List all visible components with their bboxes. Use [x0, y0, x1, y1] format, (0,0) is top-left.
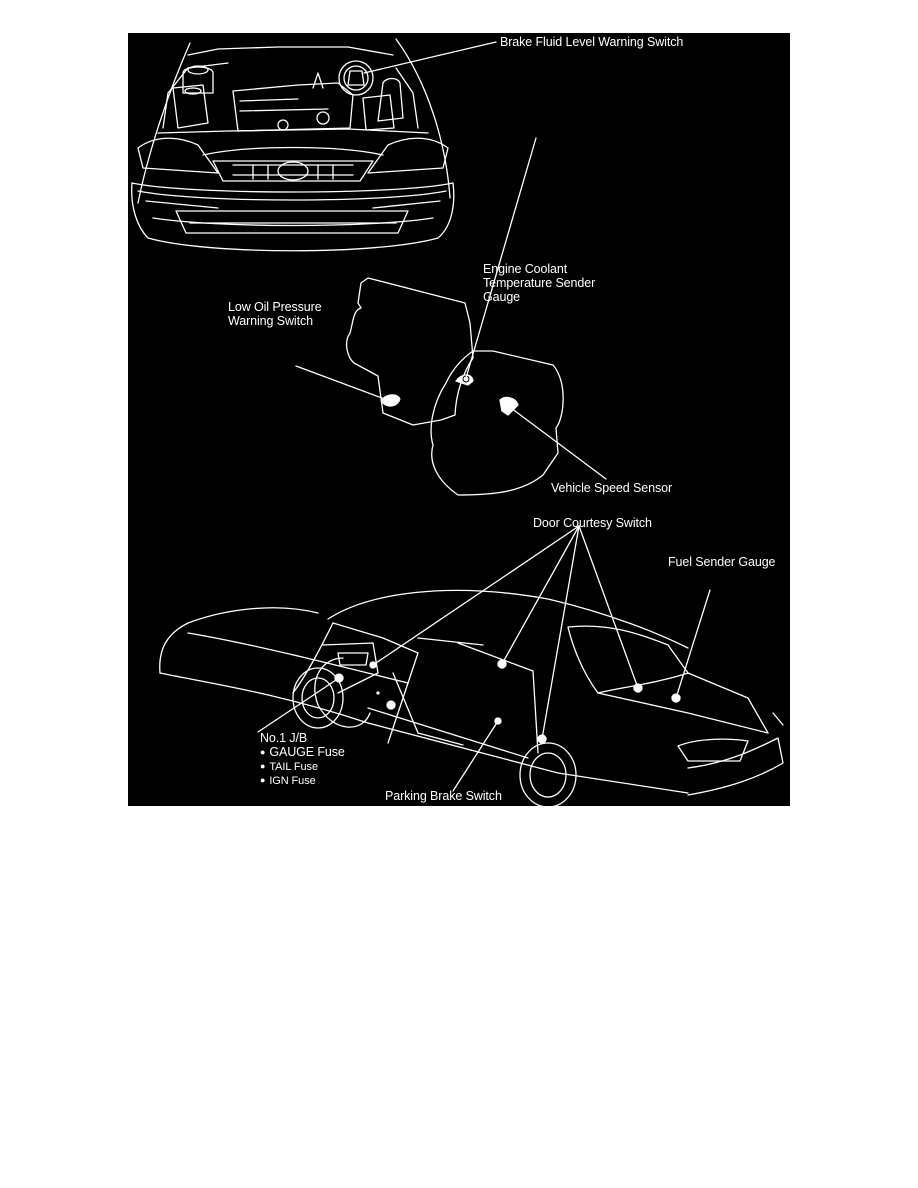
label-door-courtesy-switch: Door Courtesy Switch [533, 516, 652, 530]
label-low-oil-pressure-line2: Warning Switch [228, 314, 313, 328]
leader-vss [511, 408, 606, 479]
label-fuel-sender-gauge: Fuel Sender Gauge [668, 555, 776, 569]
leader-coolant [466, 138, 536, 378]
label-tail-fuse: ● TAIL Fuse [260, 760, 318, 774]
diagram-line-art [128, 33, 790, 806]
label-low-oil-pressure-line1: Low Oil Pressure [228, 300, 322, 314]
label-ign-fuse: ● IGN Fuse [260, 774, 316, 788]
label-parking-brake-switch: Parking Brake Switch [385, 789, 502, 803]
label-vehicle-speed-sensor: Vehicle Speed Sensor [551, 481, 673, 495]
leader-door-4 [579, 526, 638, 688]
label-engine-coolant-line2: Temperature Sender [483, 276, 596, 290]
engine-transaxle-illustration [347, 278, 564, 495]
label-brake-fluid-level-warning-switch: Brake Fluid Level Warning Switch [500, 35, 684, 49]
component-location-diagram [128, 33, 790, 806]
label-no1-junction-block: No.1 J/B [260, 731, 308, 745]
label-engine-coolant-line1: Engine Coolant [483, 262, 568, 276]
leader-brake-fluid [364, 42, 496, 73]
label-engine-coolant-line3: Gauge [483, 290, 521, 304]
sedan-illustration [160, 590, 783, 806]
label-gauge-fuse: ● GAUGE Fuse [260, 745, 345, 760]
leader-low-oil [296, 366, 390, 401]
front-car-illustration [132, 39, 454, 251]
